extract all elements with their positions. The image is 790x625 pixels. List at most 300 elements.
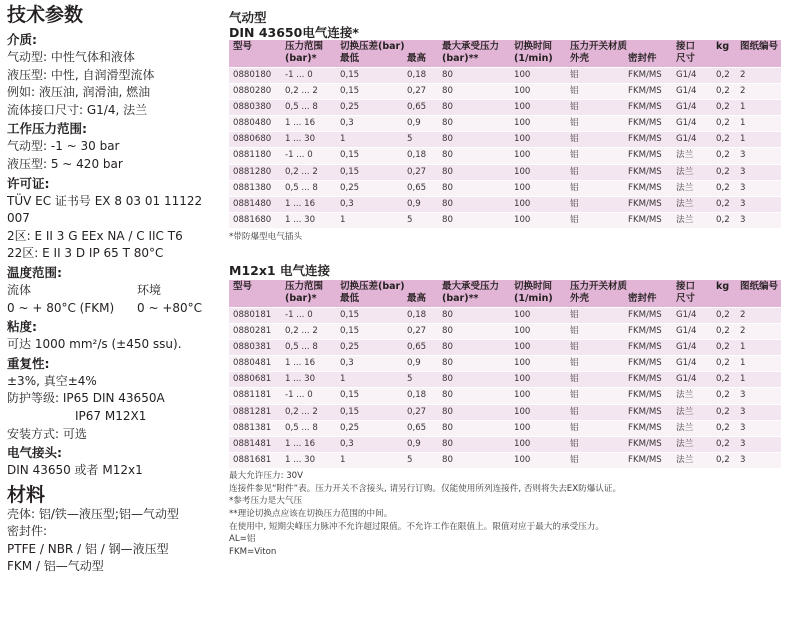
table-cell: 100 [510,196,566,212]
table-cell: 2 [736,68,781,84]
col-subheader: 外壳 [566,53,624,68]
table-cell: 1 ... 16 [281,196,336,212]
connector-heading: 电气接头: [7,445,62,461]
table-cell: 80 [438,420,510,436]
table-cell: 1 ... 16 [281,116,336,132]
table-cell: 0,2 [712,132,736,148]
table-cell: 100 [510,84,566,100]
table-cell: 0881181 [229,388,281,404]
medium-line: 例如: 液压油, 润滑油, 燃油 [7,85,151,100]
table-cell: 法兰 [672,164,712,180]
col-subheader: 最高 [403,53,438,68]
col-header: 接口 [672,40,712,53]
table-cell: 100 [510,324,566,340]
table-cell: 80 [438,340,510,356]
table-cell: 0,5 ... 8 [281,100,336,116]
table-cell: 0,5 ... 8 [281,180,336,196]
table-cell: 1 [736,100,781,116]
table-cell: 0,2 [712,148,736,164]
table-cell: 0880281 [229,324,281,340]
col-subheader: 最低 [336,293,403,308]
col-header: 切换压差(bar) [336,280,438,293]
table-cell: FKM/MS [624,100,672,116]
table-cell: FKM/MS [624,372,672,388]
table-cell: 0881681 [229,452,281,468]
table-cell: 0,18 [403,148,438,164]
col-subheader: 最高 [403,293,438,308]
table-cell: G1/4 [672,116,712,132]
table-cell: 铝 [566,436,624,452]
temp-env-value: 0 ~ +80°C [137,300,203,315]
table-cell: 1 [736,116,781,132]
table-cell: 0,15 [336,324,403,340]
material-title: 材料 [7,483,46,506]
table-cell: 0,5 ... 8 [281,340,336,356]
table-cell: 100 [510,356,566,372]
table-cell: 100 [510,68,566,84]
table-cell: 100 [510,404,566,420]
table-cell: 5 [403,132,438,148]
table-row [229,436,781,452]
table-cell: 3 [736,196,781,212]
table-cell: FKM/MS [624,164,672,180]
col-header: 接口 [672,280,712,293]
table-cell: 0,18 [403,307,438,323]
table-cell: 0,2 [712,340,736,356]
table-row [229,372,781,388]
table-cell: G1/4 [672,340,712,356]
table-cell: 0,9 [403,356,438,372]
table-cell: 1 [736,372,781,388]
table-row [229,100,781,116]
table-cell: 80 [438,372,510,388]
table-cell: -1 ... 0 [281,307,336,323]
protection-class-2: IP67 M12X1 [75,408,147,423]
table-cell: 0,2 [712,436,736,452]
table-cell: 80 [438,307,510,323]
table-cell: 80 [438,212,510,228]
footnote: 连接件参见“附件”表。压力开关不含接头, 请另行订购。仅能使用所列连接件, 否则将失去EX防爆认证。 [229,483,622,494]
table-cell: 0,2 [712,324,736,340]
table-cell: 100 [510,100,566,116]
tech-params-title: 技术参数 [7,4,84,26]
table-cell: 铝 [566,132,624,148]
table-cell: 0881481 [229,436,281,452]
table-cell: 0,3 [336,116,403,132]
col-header: 型号 [229,280,281,293]
col-subheader: 最低 [336,53,403,68]
col-subheader: (bar)** [438,293,510,308]
table-cell: 0,9 [403,436,438,452]
col-subheader: (bar)* [281,53,336,68]
col-header: 切换时间 [510,280,566,293]
table-cell: 0,5 ... 8 [281,420,336,436]
table-cell: 0,15 [336,84,403,100]
table-cell: 0,2 [712,452,736,468]
table-row [229,324,781,340]
table-cell: 0,27 [403,84,438,100]
table-row [229,132,781,148]
table-cell: 法兰 [672,436,712,452]
table-cell: 80 [438,100,510,116]
table-cell: 0,2 [712,84,736,100]
table-cell: 1 ... 30 [281,452,336,468]
table-cell: 3 [736,436,781,452]
table-cell: 0880181 [229,307,281,323]
table-cell: 100 [510,164,566,180]
material-line: 壳体: 铝/铁—液压型;铝—气动型 [7,506,179,521]
table-cell: FKM/MS [624,132,672,148]
table-cell: 铝 [566,196,624,212]
table-cell: 80 [438,132,510,148]
table-cell: 3 [736,212,781,228]
col-subheader: (bar)** [438,53,510,68]
table-cell: 0880680 [229,132,281,148]
spec-sidebar [7,4,219,576]
col-subheader: 密封件 [624,53,672,68]
table-cell: 0,2 ... 2 [281,164,336,180]
table-cell: FKM/MS [624,196,672,212]
table-cell: 0880681 [229,372,281,388]
din-table-body [229,68,781,229]
footnotes [229,470,785,558]
col-subheader: 尺寸 [672,53,712,68]
table-cell: 0880481 [229,356,281,372]
table-cell: 0,2 [712,404,736,420]
col-subheader: (1/min) [510,293,566,308]
table-cell: FKM/MS [624,84,672,100]
table-cell: 法兰 [672,148,712,164]
header-row-1 [229,280,781,293]
table-cell: 0881380 [229,180,281,196]
material-line: FKM / 铝—气动型 [7,559,104,574]
approval-line: 2区: E II 3 G EEx NA / C IIC T6 [7,228,183,243]
table-cell: 2 [736,324,781,340]
table-cell: 0,18 [403,388,438,404]
protection-class: 防护等级: IP65 DIN 43650A [7,391,165,406]
table-cell: 3 [736,452,781,468]
table-cell: G1/4 [672,132,712,148]
temp-values [7,300,219,318]
table-cell: 铝 [566,68,624,84]
medium-line: 气动型: 中性气体和液体 [7,50,135,64]
table-cell: 5 [403,212,438,228]
section1-title-line1: 气动型 [229,10,267,25]
table-cell: 100 [510,420,566,436]
viscosity-heading: 粘度: [7,319,37,335]
table-cell: 铝 [566,388,624,404]
viscosity-value: 可达 1000 mm²/s (±450 ssu). [7,337,182,352]
table-cell: 铝 [566,84,624,100]
table-cell: 80 [438,84,510,100]
table-cell: 5 [403,452,438,468]
col-header: 压力开关材质 [566,40,672,53]
table-cell: 法兰 [672,404,712,420]
m12-spec-table [229,280,781,468]
table-cell: 铝 [566,212,624,228]
table-cell: 0,2 ... 2 [281,84,336,100]
table-cell: 80 [438,196,510,212]
col-header: 型号 [229,40,281,53]
table-cell: 3 [736,180,781,196]
table-cell: 0881280 [229,164,281,180]
section1-title-line2: DIN 43650电气连接* [229,25,359,40]
table-cell: FKM/MS [624,148,672,164]
header-row-2 [229,293,781,308]
table-cell: 100 [510,436,566,452]
table-cell: 0,15 [336,148,403,164]
pressure-line: 气动型: -1 ~ 30 bar [7,139,120,154]
table-row [229,356,781,372]
table-row [229,212,781,228]
col-header: kg [712,40,736,53]
repeatability-heading: 重复性: [7,355,50,371]
footnote: 最大允许压力: 30V [229,471,304,482]
table-cell: 80 [438,116,510,132]
table-cell: 0880381 [229,340,281,356]
medium-heading: 介质: [7,32,37,47]
col-subheader [229,53,281,68]
table-cell: -1 ... 0 [281,388,336,404]
table-row [229,148,781,164]
table-row [229,452,781,468]
repeatability-value: ±3%, 真空±4% [7,373,97,388]
table-cell: 0,27 [403,324,438,340]
table-cell: 80 [438,180,510,196]
table-cell: FKM/MS [624,420,672,436]
section2-title: M12x1 电气连接 [229,262,330,278]
col-subheader [229,293,281,308]
table-cell: 0,2 [712,388,736,404]
table-cell: 0,15 [336,404,403,420]
table-cell: 80 [438,436,510,452]
table-cell: 100 [510,388,566,404]
m12-table-body [229,307,781,468]
table-cell: 100 [510,372,566,388]
table-cell: G1/4 [672,372,712,388]
table-cell: 铝 [566,420,624,436]
medium-line: 液压型: 中性, 自润滑型流体 [7,67,155,82]
table-cell: 0,65 [403,420,438,436]
table-cell: 1 [336,372,403,388]
table-cell: 铝 [566,148,624,164]
pressure-line: 液压型: 5 ~ 420 bar [7,156,123,171]
temp-labels [7,282,219,300]
table-cell: 100 [510,148,566,164]
header-row-1 [229,40,781,53]
table-cell: 0,9 [403,196,438,212]
table-cell: 0,15 [336,68,403,84]
table-cell: 0,15 [336,164,403,180]
col-header: 图纸编号 [736,280,781,293]
approval-line: TÜV EC 证书号 EX 8 03 01 11122 [7,193,203,208]
table-cell: FKM/MS [624,404,672,420]
table-cell: 1 [336,452,403,468]
table-cell: G1/4 [672,100,712,116]
table-cell: 2 [736,307,781,323]
table-cell: 0,25 [336,180,403,196]
footnote: **理论切换点应该在切换压力范围的中间。 [229,509,393,520]
spec-tables [229,0,785,558]
col-header: 压力范围 [281,40,336,53]
table-cell: 法兰 [672,196,712,212]
table-cell: 0,65 [403,340,438,356]
material-line: PTFE / NBR / 铝 / 钢—液压型 [7,541,169,556]
table-row [229,84,781,100]
table-row [229,196,781,212]
table-cell: 铝 [566,340,624,356]
table-cell: 0,18 [403,68,438,84]
table-cell: 5 [403,372,438,388]
medium-line: 流体接口尺寸: G1/4, 法兰 [7,102,148,117]
connector-value: DIN 43650 或者 M12x1 [7,463,143,478]
table-cell: FKM/MS [624,452,672,468]
table-cell: 法兰 [672,420,712,436]
table-cell: 80 [438,164,510,180]
table-cell: FKM/MS [624,180,672,196]
table-cell: 100 [510,132,566,148]
table-cell: 0,25 [336,340,403,356]
col-header: 切换压差(bar) [336,40,438,53]
table-cell: 0,3 [336,196,403,212]
table-cell: FKM/MS [624,116,672,132]
table-cell: 1 ... 30 [281,372,336,388]
table-row [229,420,781,436]
col-header: kg [712,280,736,293]
table-cell: 80 [438,404,510,420]
table-cell: 0,2 [712,196,736,212]
table-cell: 0,2 ... 2 [281,404,336,420]
table-cell: 铝 [566,404,624,420]
table-cell: 铝 [566,116,624,132]
temp-heading: 温度范围: [7,264,62,280]
table-cell: 3 [736,388,781,404]
table-cell: 1 [736,356,781,372]
footnote: *参考压力是大气压 [229,496,303,507]
table-cell: -1 ... 0 [281,68,336,84]
table-row [229,116,781,132]
table-cell: 3 [736,164,781,180]
mounting: 安装方式: 可选 [7,426,87,441]
footnote: 在使用中, 短期尖峰压力脉冲不允许超过限值。不允许工作在限值上。限值对应于最大的承受压力。 [229,521,604,532]
table-cell: FKM/MS [624,340,672,356]
table-cell: 铝 [566,324,624,340]
table-cell: 0,2 [712,164,736,180]
table-cell: 3 [736,420,781,436]
table-cell: 0,2 [712,307,736,323]
table-cell: 铝 [566,372,624,388]
col-header: 切换时间 [510,40,566,53]
table-cell: 0,2 [712,212,736,228]
table-row [229,68,781,84]
table-cell: 0,2 [712,68,736,84]
table-cell: 80 [438,324,510,340]
table-cell: 100 [510,212,566,228]
col-subheader [712,293,736,308]
table-cell: 0881180 [229,148,281,164]
col-header: 最大承受压力 [438,40,510,53]
approval-line: 22区: E II 3 D IP 65 T 80°C [7,246,164,261]
table-cell: 100 [510,307,566,323]
header-row-2 [229,53,781,68]
table-cell: 0,2 [712,372,736,388]
table-row [229,180,781,196]
col-subheader: 密封件 [624,293,672,308]
col-subheader: 尺寸 [672,293,712,308]
table-row [229,164,781,180]
table-cell: 0,27 [403,164,438,180]
table-cell: 0880480 [229,116,281,132]
table-row [229,404,781,420]
col-subheader [736,53,781,68]
table-cell: 0,2 [712,100,736,116]
table-cell: 0880180 [229,68,281,84]
table-cell: 铝 [566,164,624,180]
table-cell: 0,25 [336,100,403,116]
table-cell: 0881680 [229,212,281,228]
din-spec-table [229,40,781,228]
table-cell: G1/4 [672,307,712,323]
table-cell: 铝 [566,307,624,323]
table-cell: 1 [336,132,403,148]
table-cell: 0,3 [336,356,403,372]
table-cell: 1 [336,212,403,228]
table-cell: 80 [438,356,510,372]
table-cell: 铝 [566,180,624,196]
footnote: FKM=Viton [229,546,277,557]
table-row [229,340,781,356]
temp-fluid-value: 0 ~ + 80°C (FKM) [7,300,115,315]
footnote: AL=铝 [229,534,256,545]
table-cell: 100 [510,452,566,468]
table-cell: 100 [510,340,566,356]
table-cell: 法兰 [672,388,712,404]
table-cell: 铝 [566,452,624,468]
table-cell: G1/4 [672,68,712,84]
material-line: 密封件: [7,524,48,539]
col-subheader: (1/min) [510,53,566,68]
table-cell: FKM/MS [624,356,672,372]
table-cell: 1 ... 16 [281,356,336,372]
col-subheader: (bar)* [281,293,336,308]
table-cell: 0,9 [403,116,438,132]
table-cell: FKM/MS [624,436,672,452]
pressure-heading: 工作压力范围: [7,121,87,137]
table-cell: 法兰 [672,452,712,468]
section1-note: *带防爆型电气插头 [229,232,303,243]
col-header: 最大承受压力 [438,280,510,293]
table-cell: 0,2 [712,420,736,436]
col-subheader [736,293,781,308]
table-cell: 0,15 [336,388,403,404]
table-cell: 3 [736,404,781,420]
temp-fluid-label: 流体 [7,282,32,297]
table-cell: 80 [438,68,510,84]
table-cell: 0,3 [336,436,403,452]
table-cell: 100 [510,180,566,196]
table-cell: 铝 [566,356,624,372]
table-cell: 0,65 [403,100,438,116]
approval-heading: 许可证: [7,175,50,191]
table-cell: 0881381 [229,420,281,436]
table-cell: 100 [510,116,566,132]
approval-line: 007 [7,211,30,226]
temp-env-label: 环境 [137,282,162,297]
table-cell: FKM/MS [624,307,672,323]
table-cell: G1/4 [672,356,712,372]
table-cell: G1/4 [672,324,712,340]
table-cell: 1 [736,132,781,148]
